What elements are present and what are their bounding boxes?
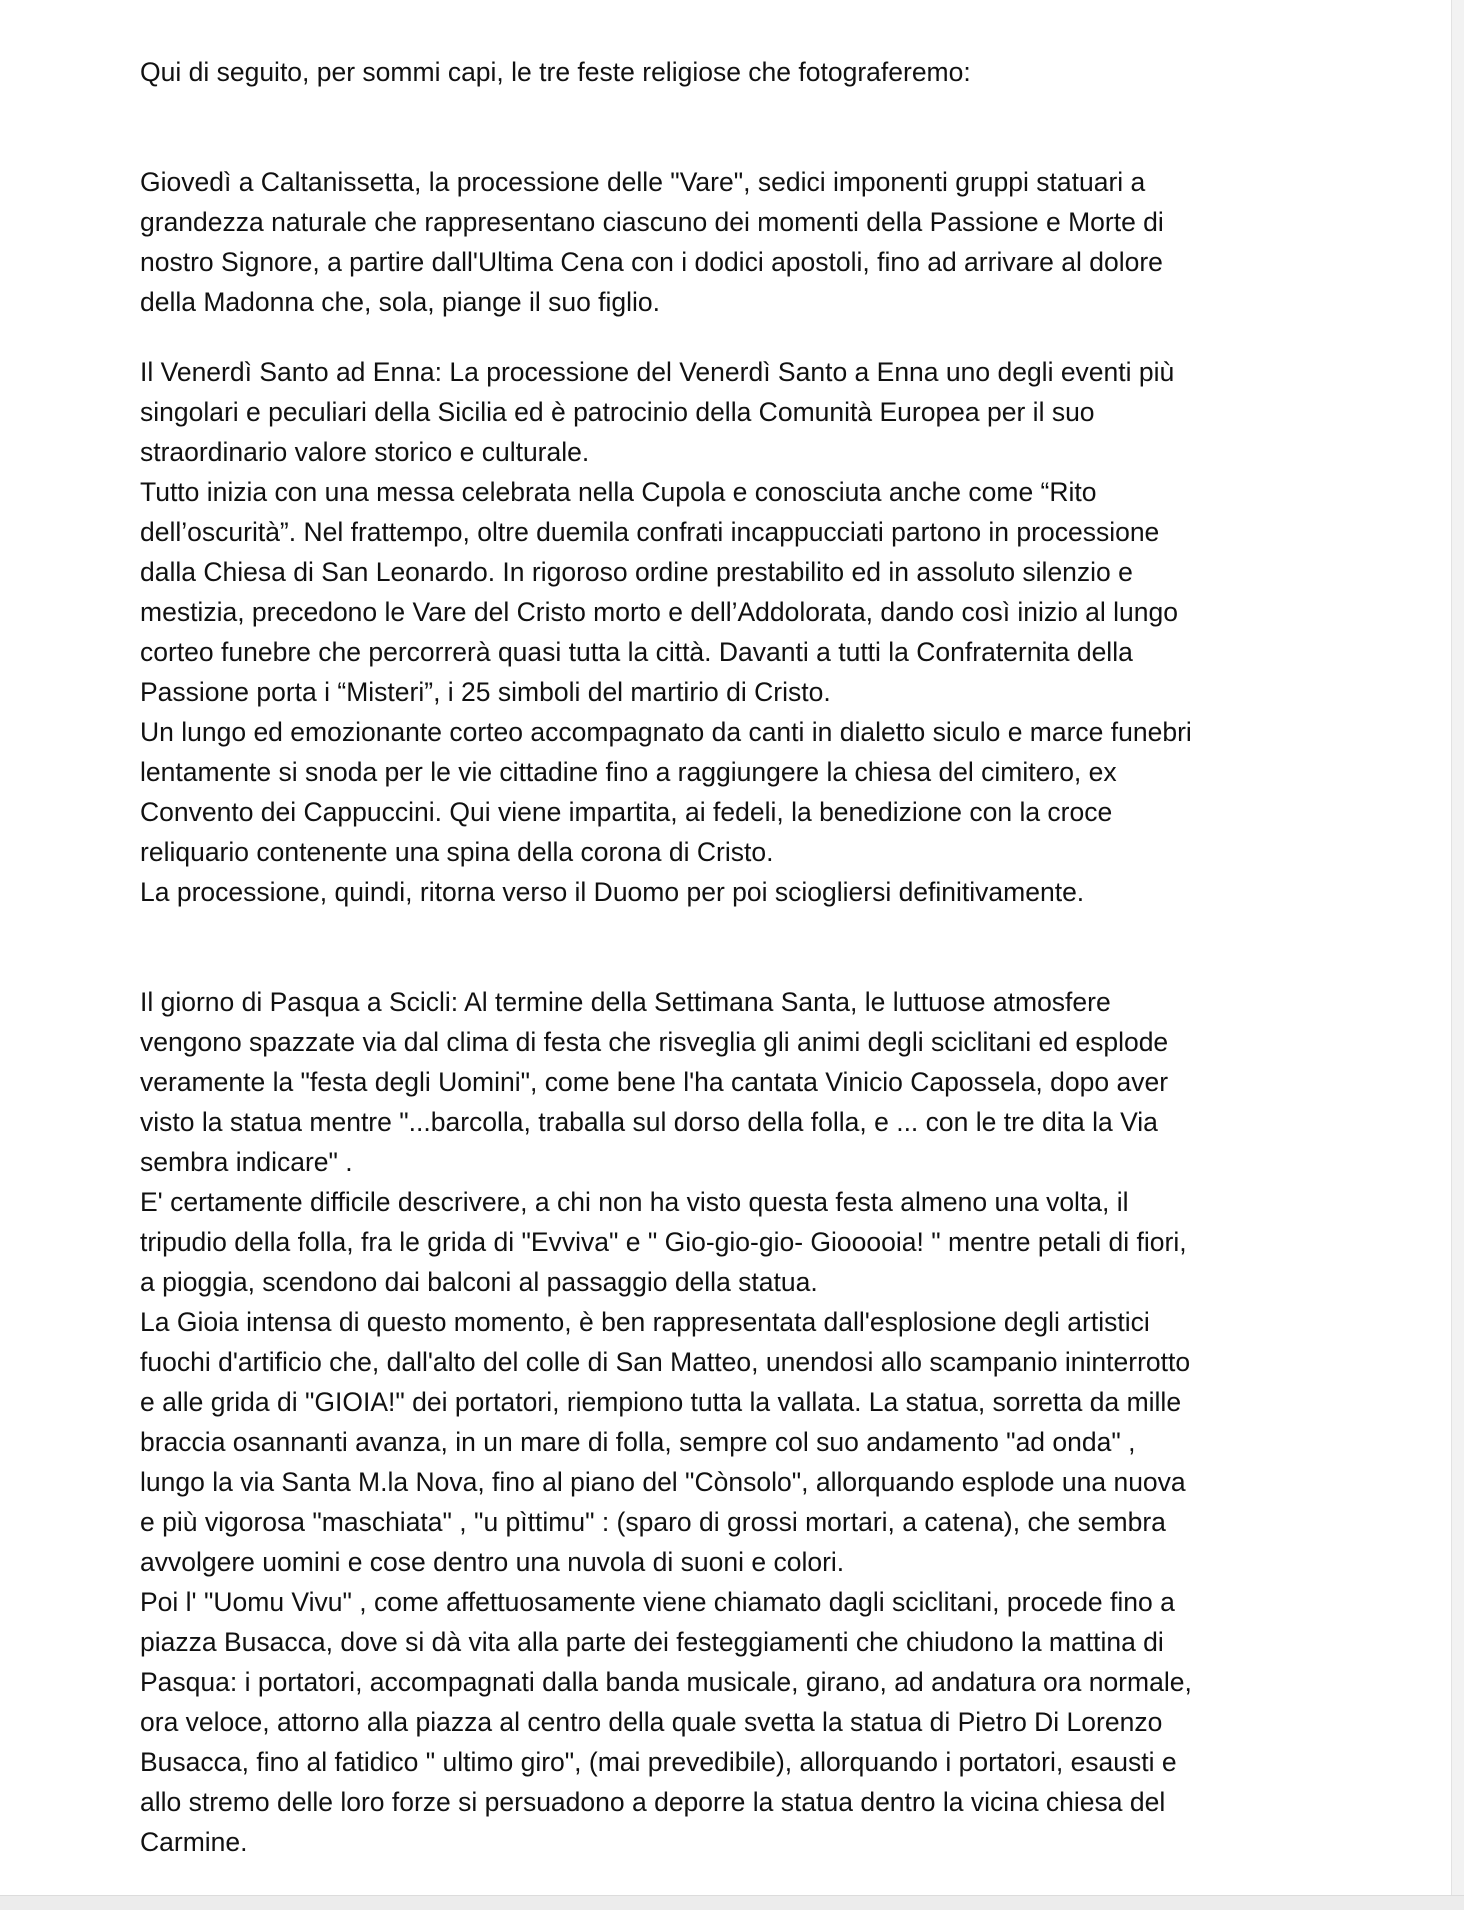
text-line: corteo funebre che percorrerà quasi tutta la città. Davanti a tutti la Confraternita della — [140, 637, 1133, 667]
paragraph-enna — [140, 352, 1340, 912]
text-line: E' certamente difficile descrivere, a chi non ha visto questa festa almeno una volta, il — [140, 1187, 1129, 1217]
text-line: e più vigorosa "maschiata" , "u pìttimu" : (sparo di grossi mortari, a catena), che sembra — [140, 1507, 1166, 1537]
text-line: Carmine. — [140, 1827, 248, 1857]
text-line: grandezza naturale che rappresentano ciascuno dei momenti della Passione e Morte di — [140, 207, 1164, 237]
text-line: sembra indicare" . — [140, 1147, 353, 1177]
text-line: fuochi d'artificio che, dall'alto del colle di San Matteo, unendosi allo scampanio ininterrotto — [140, 1347, 1191, 1377]
text-line: Il Venerdì Santo ad Enna: La processione del Venerdì Santo a Enna uno degli eventi più — [140, 357, 1175, 387]
text-line: Poi l' "Uomu Vivu" , come affettuosamente viene chiamato dagli sciclitani, procede fino a — [140, 1587, 1175, 1617]
text-line: della Madonna che, sola, piange il suo figlio. — [140, 287, 661, 317]
text-line: braccia osannanti avanza, in un mare di folla, sempre col suo andamento "ad onda" , — [140, 1427, 1136, 1457]
text-line: allo stremo delle loro forze si persuadono a deporre la statua dentro la vicina chiesa del — [140, 1787, 1166, 1817]
text-line: nostro Signore, a partire dall'Ultima Cena con i dodici apostoli, fino ad arrivare al dolore — [140, 247, 1163, 277]
text-line: avvolgere uomini e cose dentro una nuvola di suoni e colori. — [140, 1547, 845, 1577]
text-line: visto la statua mentre "...barcolla, traballa sul dorso della folla, e ... con le tre dita la Via — [140, 1107, 1158, 1137]
text-line: straordinario valore storico e culturale. — [140, 437, 590, 467]
text-line: reliquario contenente una spina della corona di Cristo. — [140, 837, 774, 867]
text-line: dell’oscurità”. Nel frattempo, oltre duemila confrati incappucciati partono in processione — [140, 517, 1160, 547]
text-line: ora veloce, attorno alla piazza al centro della quale svetta la statua di Pietro Di Lorenzo — [140, 1707, 1163, 1737]
text-line: mestizia, precedono le Vare del Cristo morto e dell’Addolorata, dando così inizio al lungo — [140, 597, 1179, 627]
text-line: tripudio della folla, fra le grida di "Evviva" e " Gio-gio-gio- Giooooia! " mentre petali di fiori, — [140, 1227, 1187, 1257]
text-line: piazza Busacca, dove si dà vita alla parte dei festeggiamenti che chiudono la mattina di — [140, 1627, 1164, 1657]
text-line: lungo la via Santa M.la Nova, fino al piano del "Cònsolo", allorquando esplode una nuova — [140, 1467, 1186, 1497]
text-line: lentamente si snoda per le vie cittadine fino a raggiungere la chiesa del cimitero, ex — [140, 757, 1117, 787]
text-line: Tutto inizia con una messa celebrata nella Cupola e conosciuta anche come “Rito — [140, 477, 1097, 507]
text-line: La Gioia intensa di questo momento, è ben rappresentata dall'esplosione degli artistici — [140, 1307, 1150, 1337]
text-line: Il giorno di Pasqua a Scicli: Al termine della Settimana Santa, le luttuose atmosfere — [140, 987, 1111, 1017]
text-line: e alle grida di "GIOIA!" dei portatori, riempiono tutta la vallata. La statua, sorretta da mille — [140, 1387, 1182, 1417]
text-line: Busacca, fino al fatidico " ultimo giro", (mai prevedibile), allorquando i portatori, esausti e — [140, 1747, 1177, 1777]
text-line: Un lungo ed emozionante corteo accompagnato da canti in dialetto siculo e marce funebri — [140, 717, 1192, 747]
text-line: veramente la "festa degli Uomini", come bene l'ha cantata Vinicio Capossela, dopo aver — [140, 1067, 1169, 1097]
text-line: Giovedì a Caltanissetta, la processione delle "Vare", sedici imponenti gruppi statuari a — [140, 167, 1146, 197]
spacer — [140, 92, 1340, 162]
page-bottom-edge — [0, 1895, 1464, 1910]
text-line: singolari e peculiari della Sicilia ed è patrocinio della Comunità Europea per il suo — [140, 397, 1095, 427]
page-right-edge — [1451, 0, 1464, 1910]
document-body — [140, 52, 1340, 1862]
text-line: a pioggia, scendono dai balconi al passaggio della statua. — [140, 1267, 818, 1297]
text-line: La processione, quindi, ritorna verso il Duomo per poi sciogliersi definitivamente. — [140, 877, 1085, 907]
spacer — [140, 322, 1340, 352]
text-line: Passione porta i “Misteri”, i 25 simboli del martirio di Cristo. — [140, 677, 831, 707]
paragraph-scicli — [140, 982, 1340, 1862]
text-line: Pasqua: i portatori, accompagnati dalla banda musicale, girano, ad andatura ora normale, — [140, 1667, 1192, 1697]
text-line: Convento dei Cappuccini. Qui viene impartita, ai fedeli, la benedizione con la croce — [140, 797, 1113, 827]
paragraph-caltanissetta — [140, 162, 1340, 322]
text-line: dalla Chiesa di San Leonardo. In rigoroso ordine prestabilito ed in assoluto silenzio e — [140, 557, 1133, 587]
text-line: vengono spazzate via dal clima di festa che risveglia gli animi degli sciclitani ed esplode — [140, 1027, 1169, 1057]
intro-line: Qui di seguito, per sommi capi, le tre feste religiose che fotograferemo: — [140, 57, 971, 87]
spacer — [140, 912, 1340, 982]
